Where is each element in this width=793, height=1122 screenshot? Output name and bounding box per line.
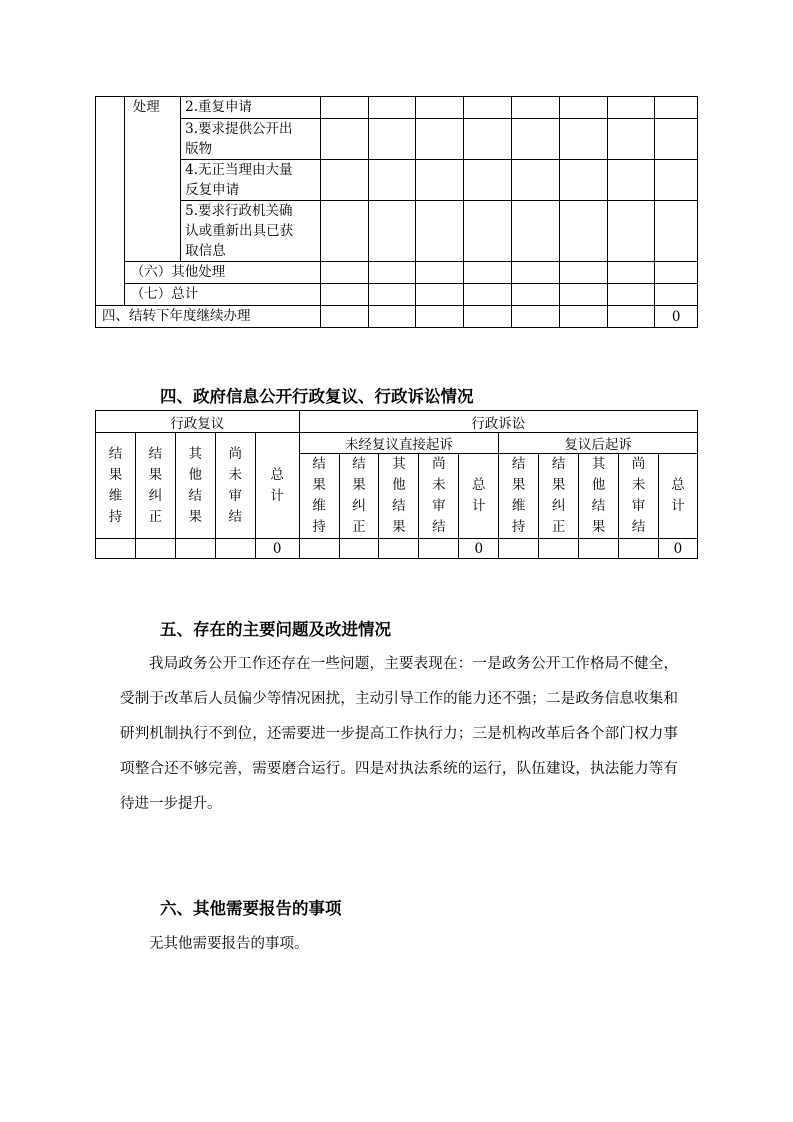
col-header: 结 果 纠 正 xyxy=(135,433,175,539)
value-cell xyxy=(320,262,368,284)
value-cell xyxy=(320,201,368,262)
value-cell xyxy=(339,539,379,559)
disposition-table xyxy=(95,96,698,328)
value-cell xyxy=(512,284,560,306)
table-row xyxy=(96,411,698,433)
value-cell xyxy=(655,119,698,160)
carry-over-label: 四、结转下年度继续办理 xyxy=(96,306,321,328)
value-cell xyxy=(512,119,560,160)
table-row xyxy=(96,433,698,454)
row-label: 3.要求提供公开出 版物 xyxy=(181,119,321,160)
value-cell xyxy=(607,119,655,160)
value-cell xyxy=(416,97,464,119)
section-heading: 四、政府信息公开行政复议、行政诉讼情况 xyxy=(160,387,474,406)
value-cell xyxy=(464,160,512,201)
table-row xyxy=(96,160,698,201)
value-cell xyxy=(416,306,464,328)
direct-suit-header: 未经复议直接起诉 xyxy=(299,433,499,454)
value-cell xyxy=(559,262,607,284)
col-header: 结 果 维 持 xyxy=(96,433,136,539)
col-header: 其 他 结 果 xyxy=(379,454,419,539)
value-cell xyxy=(655,160,698,201)
value-cell xyxy=(512,306,560,328)
value-cell: 0 xyxy=(459,539,499,559)
value-cell xyxy=(215,539,255,559)
row-label: 2.重复申请 xyxy=(181,97,321,119)
value-cell xyxy=(579,539,619,559)
value-cell xyxy=(464,262,512,284)
value-cell xyxy=(320,306,368,328)
col-header: 结 果 纠 正 xyxy=(539,454,579,539)
value-cell xyxy=(416,160,464,201)
value-cell xyxy=(559,201,607,262)
value-cell xyxy=(464,97,512,119)
value-cell xyxy=(368,306,416,328)
value-cell xyxy=(539,539,579,559)
value-cell xyxy=(379,539,419,559)
value-cell xyxy=(607,97,655,119)
col-header: 总 计 xyxy=(459,454,499,539)
litigation-header: 行政诉讼 xyxy=(299,411,697,433)
value-cell xyxy=(559,97,607,119)
value-cell xyxy=(512,97,560,119)
total-label: （七）总计 xyxy=(124,284,320,306)
value-cell xyxy=(416,201,464,262)
category-label: 处理 xyxy=(124,97,180,262)
value-cell xyxy=(320,284,368,306)
value-cell xyxy=(559,284,607,306)
value-cell xyxy=(175,539,215,559)
value-cell xyxy=(618,539,658,559)
value-cell xyxy=(559,160,607,201)
table-row xyxy=(96,284,698,306)
value-cell xyxy=(368,262,416,284)
value-cell xyxy=(368,201,416,262)
value-cell xyxy=(512,262,560,284)
col-header: 结 果 维 持 xyxy=(299,454,339,539)
value-cell: 0 xyxy=(658,539,697,559)
value-cell xyxy=(464,306,512,328)
value-cell xyxy=(512,201,560,262)
table-row xyxy=(96,97,698,119)
section-heading: 六、其他需要报告的事项 xyxy=(160,899,342,918)
value-cell xyxy=(499,539,539,559)
section-heading: 五、存在的主要问题及改进情况 xyxy=(160,620,391,639)
value-cell xyxy=(655,284,698,306)
value-cell xyxy=(320,160,368,201)
value-cell: 0 xyxy=(255,539,299,559)
value-cell xyxy=(320,119,368,160)
row-label: 5.要求行政机关确 认或重新出具已获 取信息 xyxy=(181,201,321,262)
value-cell xyxy=(559,306,607,328)
value-cell xyxy=(368,97,416,119)
col-header: 结 果 纠 正 xyxy=(339,454,379,539)
problems-paragraph: 我局政务公开工作还存在一些问题，主要表现在：一是政务公开工作格局不健全，受制于改革后人员偏少等情况困扰，主动引导工作的能力还不强；二是政务信息收集和研判机制执行不到位，还需要进一步提高工作执行力；三是机构改革后各个部门权力事项整合还不够完善，需要磨合运行。四是对执法系统的运行，队伍建设，执法能力等有待进一步提升。 xyxy=(120,656,678,812)
value-cell xyxy=(655,262,698,284)
after-review-header: 复议后起诉 xyxy=(499,433,698,454)
col-header: 总 计 xyxy=(255,433,299,539)
value-cell xyxy=(607,160,655,201)
value-cell xyxy=(416,284,464,306)
table-row xyxy=(96,119,698,160)
value-cell xyxy=(368,119,416,160)
row-label: 4.无正当理由大量 反复申请 xyxy=(181,160,321,201)
value-cell xyxy=(607,306,655,328)
value-cell xyxy=(368,284,416,306)
other-matters-paragraph: 无其他需要报告的事项。 xyxy=(149,936,309,952)
value-cell xyxy=(419,539,459,559)
value-cell xyxy=(320,97,368,119)
table-row xyxy=(96,306,698,328)
value-cell xyxy=(96,539,136,559)
table-row xyxy=(96,539,698,559)
value-cell xyxy=(416,119,464,160)
value-cell xyxy=(416,262,464,284)
review-header: 行政复议 xyxy=(96,411,300,433)
value-cell xyxy=(655,97,698,119)
value-cell xyxy=(464,284,512,306)
value-cell xyxy=(607,284,655,306)
table-row xyxy=(96,262,698,284)
value-cell xyxy=(512,160,560,201)
other-handling-label: （六）其他处理 xyxy=(124,262,320,284)
value-cell xyxy=(607,262,655,284)
col-header: 总 计 xyxy=(658,454,697,539)
value-cell xyxy=(464,201,512,262)
col-header: 尚 未 审 结 xyxy=(618,454,658,539)
col-header: 尚 未 审 结 xyxy=(419,454,459,539)
value-cell xyxy=(135,539,175,559)
value-cell xyxy=(607,201,655,262)
value-cell xyxy=(368,160,416,201)
value-cell xyxy=(655,201,698,262)
col-header: 结 果 维 持 xyxy=(499,454,539,539)
table-row xyxy=(96,201,698,262)
value-cell xyxy=(299,539,339,559)
value-cell xyxy=(559,119,607,160)
blank-cell xyxy=(96,97,125,306)
review-litigation-table xyxy=(95,410,698,559)
value-cell xyxy=(464,119,512,160)
col-header: 尚 未 审 结 xyxy=(215,433,255,539)
carry-over-total: 0 xyxy=(655,306,698,328)
col-header: 其 他 结 果 xyxy=(579,454,619,539)
col-header: 其 他 结 果 xyxy=(175,433,215,539)
